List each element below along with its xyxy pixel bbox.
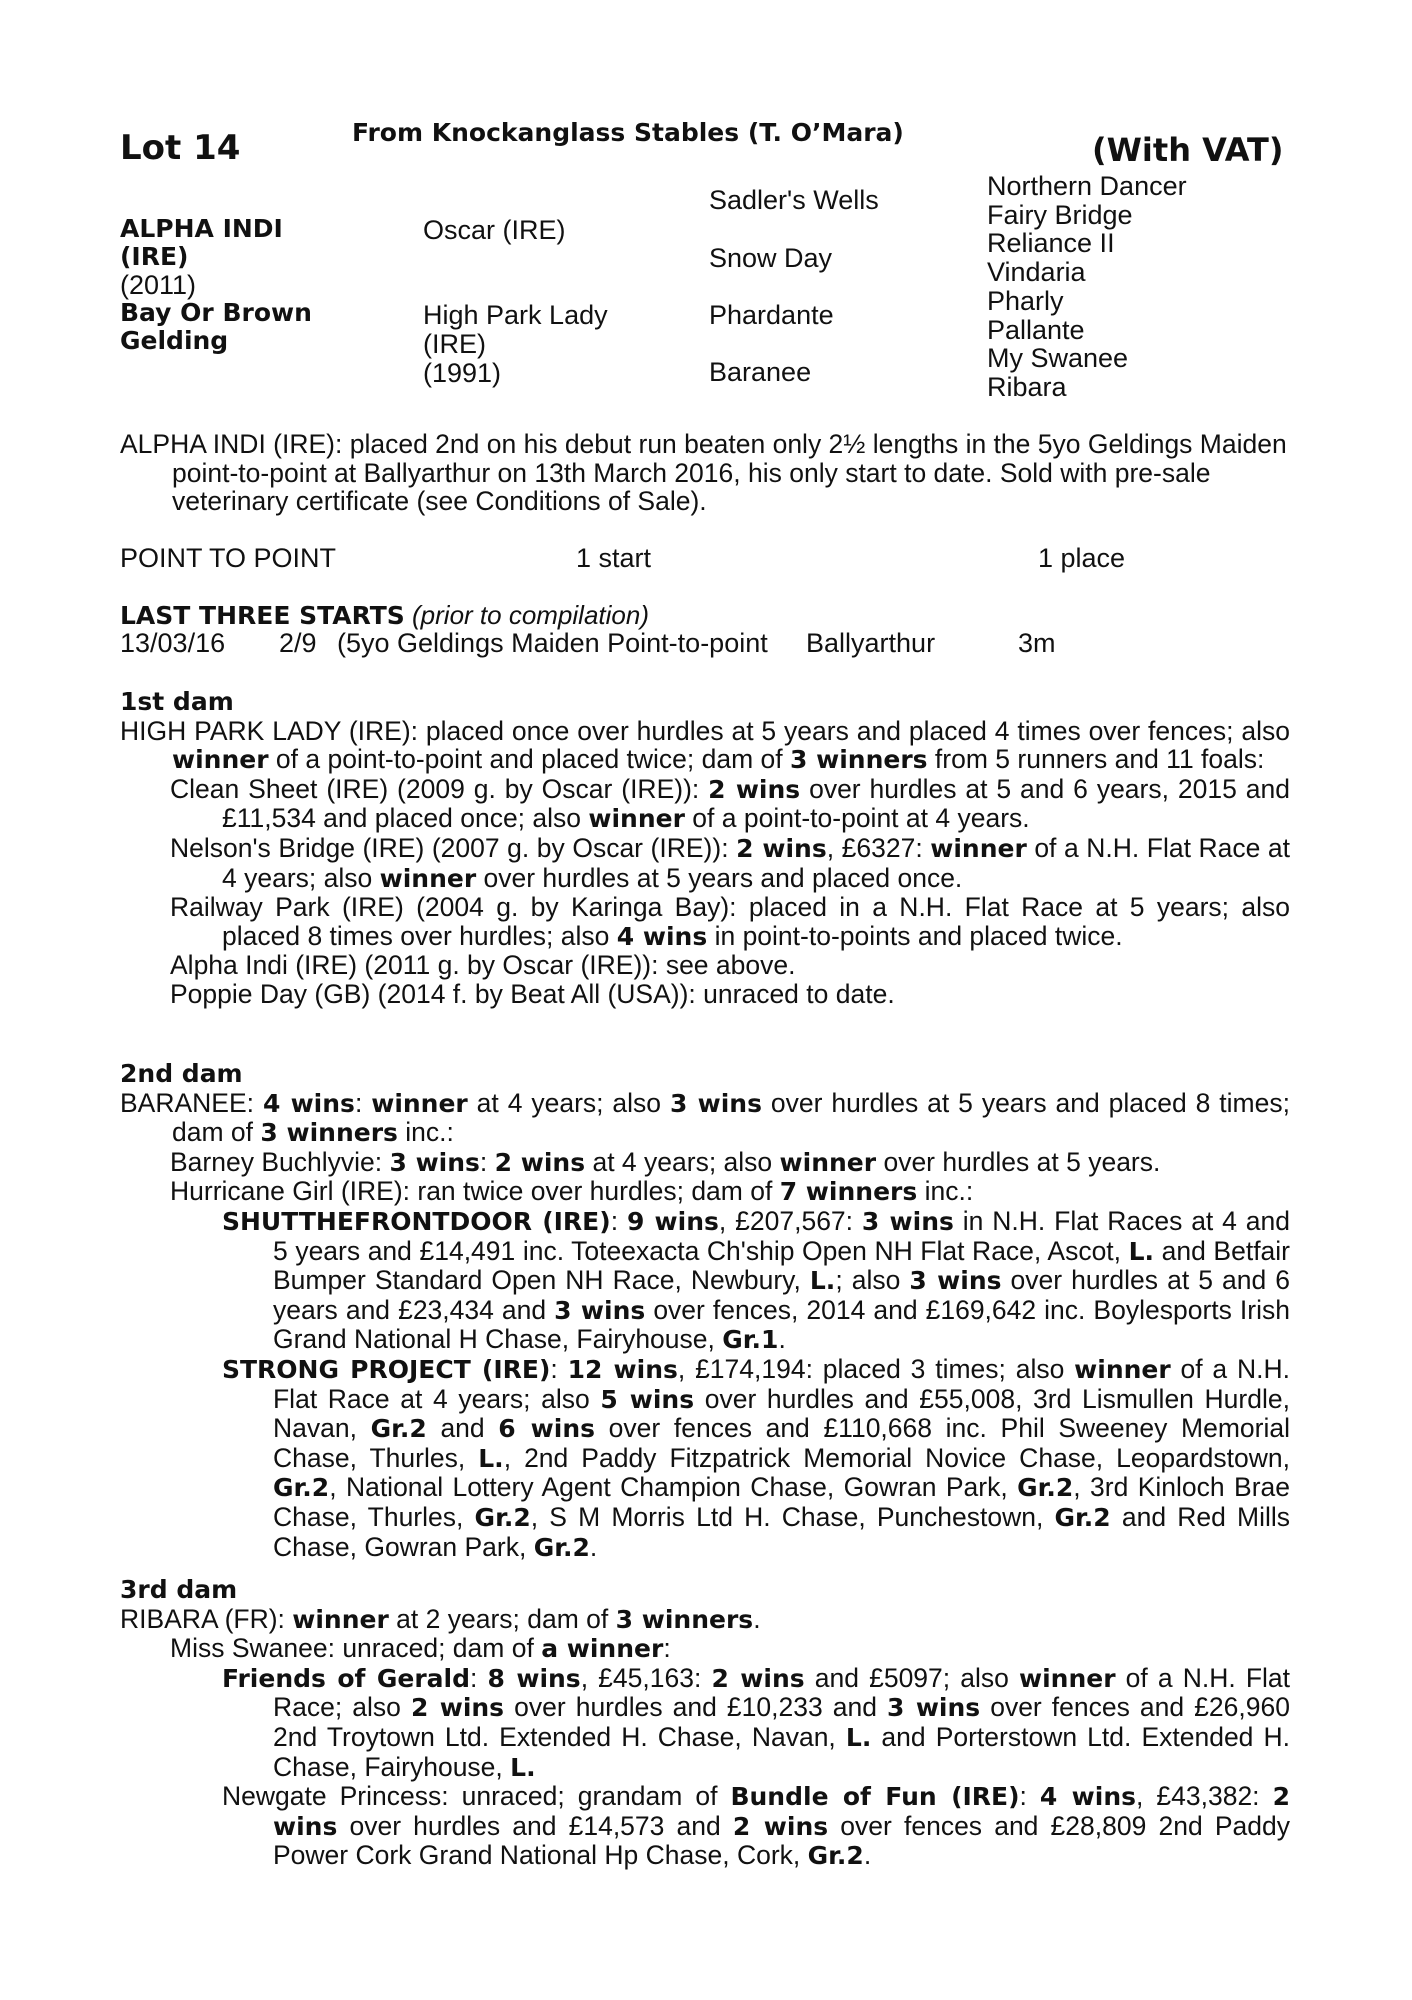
first-dam-title: 1st dam (120, 687, 234, 716)
pedigree-dam-line2: (IRE) (423, 329, 486, 359)
pedigree-g3-6: Pallante (987, 314, 1085, 345)
third-dam-section (120, 1576, 1290, 1871)
horse-name-line2: (IRE) (120, 242, 189, 271)
grandprogeny-entry: STRONG PROJECT (IRE): 12 wins, £174,194: placed 3 times; also winner of a N.H. Flat Race at 4 years; also 5 wins over hurdles and £55,008, 3rd Lismullen Hurdle, Navan, Gr.2 and 6 wins over fences and £110,668 inc. Phil Sweeney Memorial Chase, Thurles, L., 2nd Paddy Fitzpatrick Memorial Novice Chase, Leopardstown, Gr.2, National Lottery Agent Champion Chase, Gowran Park, Gr.2, 3rd Kinloch Brae Chase, Thurles, Gr.2, S M Morris Ltd H. Chase, Punchestown, Gr.2 and Red Mills Chase, Gowran Park, Gr.2. (222, 1353, 1291, 1562)
pedigree-g2-4: Baranee (709, 357, 812, 387)
grandprogeny-entry: Friends of Gerald: 8 wins, £45,163: 2 wins and £5097; also winner of a N.H. Flat Race; also 2 wins over hurdles and £10,233 and 3 wins over fences and £26,960 2nd Troytown Ltd. Extended H. Chase, Navan, L. and Porterstown Ltd. Extended H. Chase, Fairyhouse, L. (222, 1662, 1290, 1782)
last-starts-note: (prior to compilation) (412, 600, 649, 630)
race-course: Ballyarthur (806, 628, 936, 658)
horse-summary (120, 430, 1290, 516)
race-distance: 3m (1018, 628, 1056, 658)
first-dam-entry: HIGH PARK LADY (IRE): placed once over hurdles at 5 years and placed 4 times over fences; also winner of a point-to-point and placed twice; dam of 3 winners from 5 runners and 11 foals: (120, 715, 1290, 775)
progeny-entry: Railway Park (IRE) (2004 g. by Karinga Bay): placed in a N.H. Flat Race at 5 years; also placed 8 times over hurdles; also 4 wins in point-to-points and placed twice. (170, 892, 1290, 951)
record-starts: 1 start (576, 543, 652, 573)
third-dam-entry: RIBARA (FR): winner at 2 years; dam of 3 winners. (120, 1603, 761, 1634)
progeny-entry: Miss Swanee: unraced; dam of a winner: (170, 1633, 671, 1664)
grandprogeny-entry: Newgate Princess: unraced; grandam of Bundle of Fun (IRE): 4 wins, £43,382: 2 wins over hurdles and £14,573 and 2 wins over fences and £28,809 2nd Paddy Power Cork Grand National Hp Chase, Cork, Gr.2. (222, 1781, 1290, 1871)
last-starts-title: LAST THREE STARTS (120, 601, 405, 630)
pedigree-g3-1: Northern Dancer (987, 171, 1187, 201)
sex-color-line1: Bay Or Brown (120, 298, 312, 327)
race-position: 2/9 (279, 628, 317, 658)
pedigree-g2-1: Sadler's Wells (709, 185, 879, 215)
second-dam-entry: BARANEE: 4 wins: winner at 4 years; also 3 wins over hurdles at 5 years and placed 8 times; dam of 3 winners inc.: (120, 1087, 1290, 1148)
pedigree-dam (423, 301, 608, 388)
pedigree-g3 (987, 172, 1187, 402)
third-dam-title: 3rd dam (120, 1575, 238, 1604)
progeny-entry: Hurricane Girl (IRE): ran twice over hurdles; dam of 7 winners inc.: (170, 1176, 974, 1207)
pedigree-g3-2: Fairy Bridge (987, 199, 1133, 230)
horse-identity (120, 215, 312, 355)
pedigree-g2-2: Snow Day (709, 243, 833, 273)
pedigree-g3-7: My Swanee (987, 343, 1129, 374)
second-dam-title: 2nd dam (120, 1059, 243, 1088)
progeny-entry: Nelson's Bridge (IRE) (2007 g. by Oscar (IRE)): 2 wins, £6327: winner of a N.H. Flat Race at 4 years; also winner over hurdles at 5 years and placed once. (170, 832, 1290, 893)
progeny-entry: Alpha Indi (IRE) (2011 g. by Oscar (IRE)): see above. (170, 950, 796, 981)
pedigree-dam-line3: (1991) (423, 358, 502, 388)
progeny-entry: Clean Sheet (IRE) (2009 g. by Oscar (IRE)): 2 wins over hurdles at 5 and 6 years, 2015 and £11,534 and placed once; also winner of a point-to-point at 4 years. (170, 773, 1290, 834)
pedigree-dam-line1: High Park Lady (423, 300, 608, 330)
foaling-year: (2011) (120, 270, 197, 300)
sex-color-line2: Gelding (120, 326, 229, 355)
pedigree-g3-4: Vindaria (987, 257, 1086, 288)
record-label: POINT TO POINT (120, 543, 337, 573)
pedigree-g3-3: Reliance II (987, 228, 1115, 259)
horse-name-line1: ALPHA INDI (120, 214, 283, 243)
vat-status: (With VAT) (1092, 131, 1284, 169)
second-dam-section (120, 1060, 1290, 1562)
progeny-entry: Poppie Day (GB) (2014 f. by Beat All (USA)): unraced to date. (170, 978, 895, 1009)
pedigree-g3-8: Ribara (987, 371, 1067, 402)
race-date: 13/03/16 (120, 628, 226, 658)
pedigree-g2-3: Phardante (709, 300, 834, 330)
pedigree-sire: Oscar (IRE) (423, 215, 566, 245)
record-places: 1 place (1038, 543, 1126, 573)
pedigree-g3-5: Pharly (987, 285, 1064, 316)
race-name: (5yo Geldings Maiden Point-to-point (337, 628, 768, 658)
grandprogeny-entry: SHUTTHEFRONTDOOR (IRE): 9 wins, £207,567: 3 wins in N.H. Flat Races at 4 and 5 years and £14,491 inc. Toteexacta Ch'ship Open NH Flat Race, Ascot, L. and Betfair Bumper Standard Open NH Race, Newbury, L.; also 3 wins over hurdles at 5 and 6 years and £23,434 and 3 wins over fences, 2014 and £169,642 inc. Boylesports Irish Grand National H Chase, Fairyhouse, Gr.1. (222, 1205, 1291, 1355)
consignor: From Knockanglass Stables (T. O’Mara) (352, 118, 904, 147)
last-starts-heading (120, 600, 649, 631)
first-dam-section (120, 688, 1290, 1009)
progeny-entry: Barney Buchlyvie: 3 wins: 2 wins at 4 years; also winner over hurdles at 5 years. (170, 1146, 1161, 1177)
summary-text: ALPHA INDI (IRE): placed 2nd on his debut run beaten only 2½ lengths in the 5yo Geldings Maiden point-to-point at Ballyarthur on 13th March 2016, his only start to date. Sold with pre-sale veterinary certificate (see Conditions of Sale). (120, 429, 1287, 517)
lot-number: Lot 14 (120, 128, 241, 168)
